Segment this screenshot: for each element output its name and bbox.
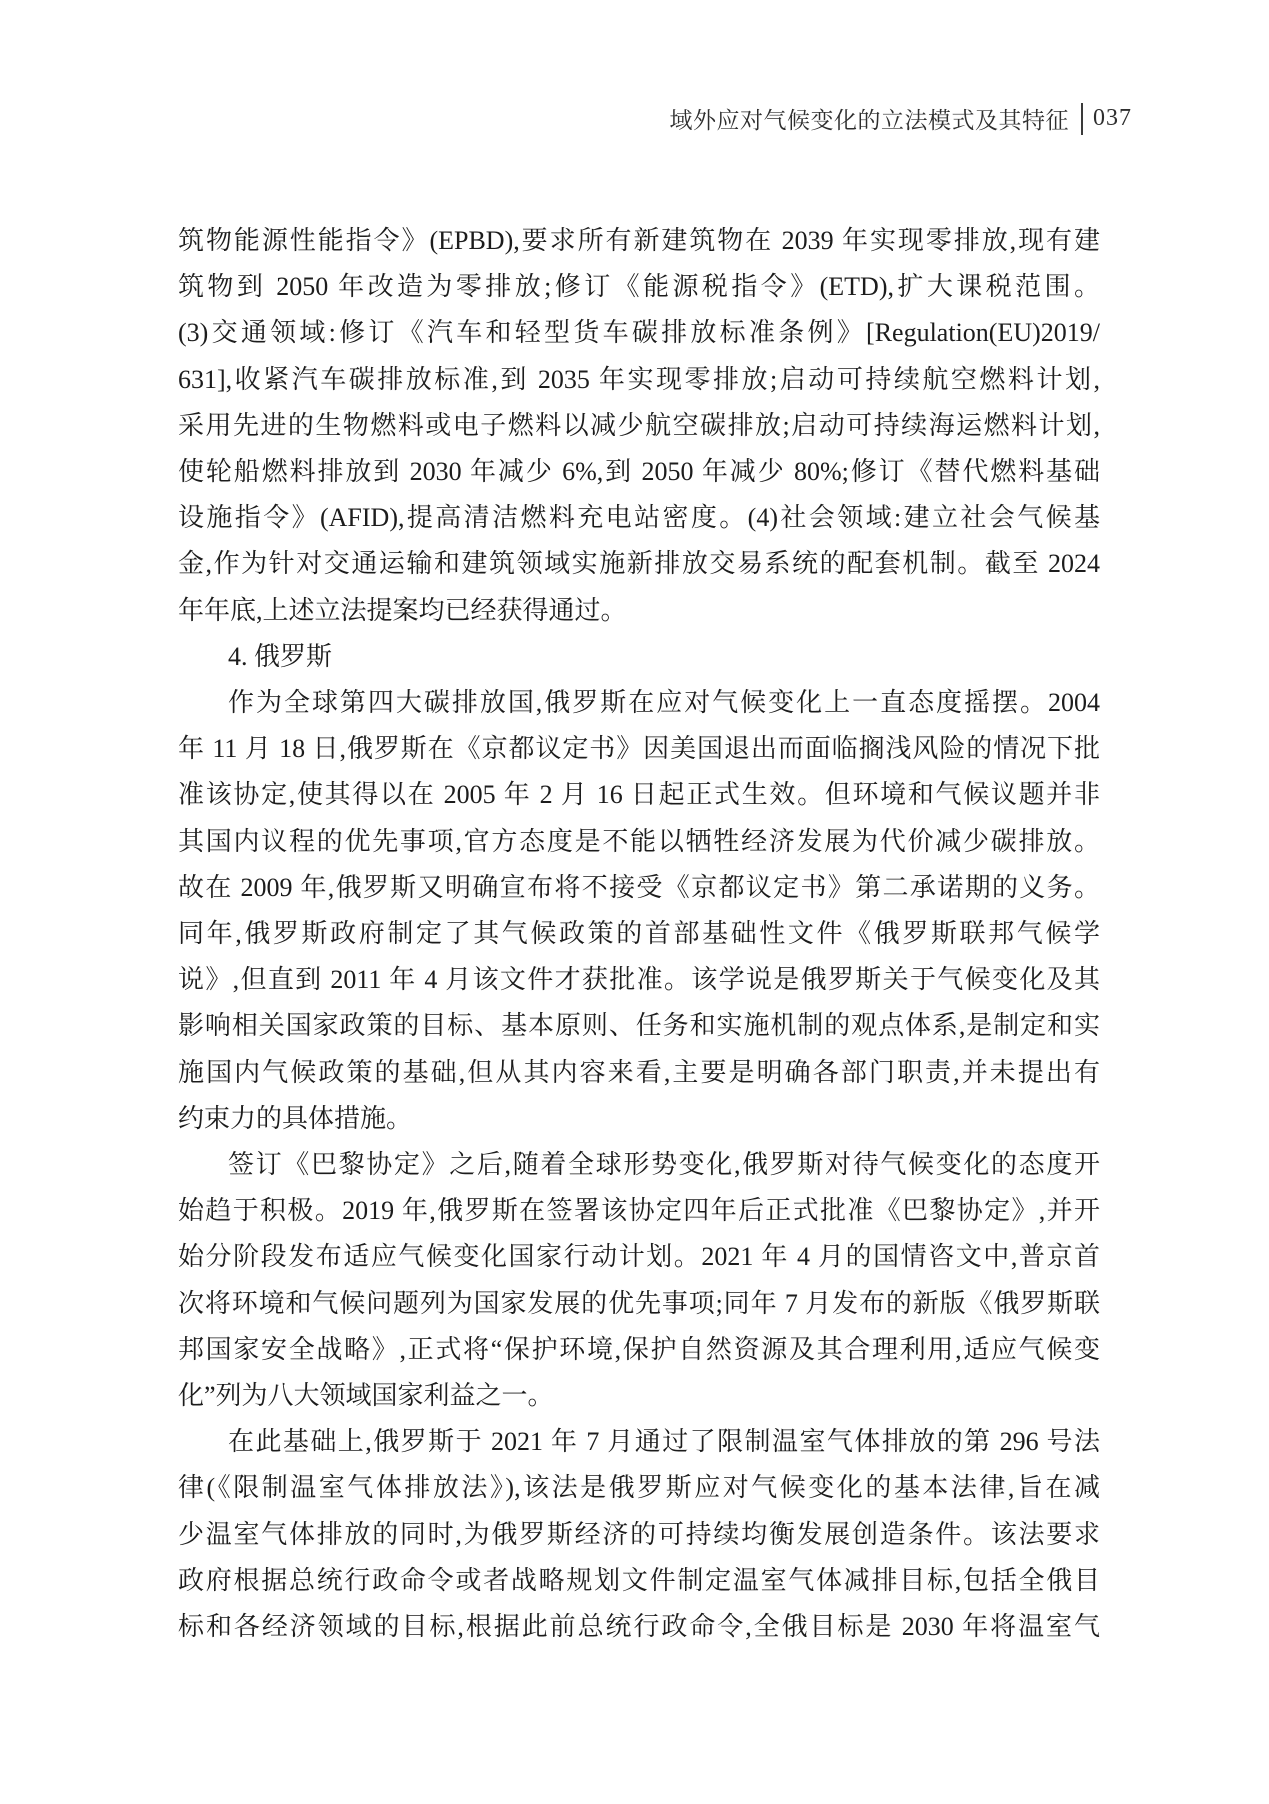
- text-line: 作为全球第四大碳排放国,俄罗斯在应对气候变化上一直态度摇摆。2004: [228, 688, 1100, 718]
- text-line: 邦国家安全战略》,正式将“保护环境,保护自然资源及其合理利用,适应气候变: [178, 1334, 1100, 1364]
- text-line: 筑物能源性能指令》(EPBD),要求所有新建筑物在 2039 年实现零排放,现有建: [178, 226, 1100, 255]
- text-line: 约束力的具体措施。: [178, 1103, 413, 1133]
- text-line: 金,作为针对交通运输和建筑领域实施新排放交易系统的配套机制。截至 2024: [178, 549, 1100, 579]
- text-line: 准该协定,使其得以在 2005 年 2 月 16 日起正式生效。但环境和气候议题并非: [178, 780, 1100, 810]
- text-line: 政府根据总统行政命令或者战略规划文件制定温室气体减排目标,包括全俄目: [178, 1565, 1100, 1595]
- text-line: 签订《巴黎协定》之后,随着全球形势变化,俄罗斯对待气候变化的态度开: [228, 1150, 1100, 1180]
- text-line: 施国内气候政策的基础,但从其内容来看,主要是明确各部门职责,并未提出有: [178, 1057, 1100, 1087]
- text-line: 始分阶段发布适应气候变化国家行动计划。2021 年 4 月的国情咨文中,普京首: [178, 1242, 1100, 1272]
- text-line: 标和各经济领域的目标,根据此前总统行政命令,全俄目标是 2030 年将温室气: [178, 1612, 1100, 1642]
- text-line: 影响相关国家政策的目标、基本原则、任务和实施机制的观点体系,是制定和实: [178, 1011, 1100, 1041]
- text-line: 故在 2009 年,俄罗斯又明确宣布将不接受《京都议定书》第二承诺期的义务。: [178, 872, 1100, 902]
- text-line: 次将环境和气候问题列为国家发展的优先事项;同年 7 月发布的新版《俄罗斯联: [178, 1288, 1100, 1318]
- text-line: 其国内议程的优先事项,官方态度是不能以牺牲经济发展为代价减少碳排放。: [178, 826, 1100, 856]
- page-number: 037: [1093, 105, 1132, 131]
- body-text: [178, 218, 1100, 1650]
- text-line: 631],收紧汽车碳排放标准,到 2035 年实现零排放;启动可持续航空燃料计划,: [178, 364, 1100, 394]
- text-line: 年年底,上述立法提案均已经获得通过。: [178, 595, 627, 625]
- text-line: 少温室气体排放的同时,为俄罗斯经济的可持续均衡发展创造条件。该法要求: [178, 1519, 1100, 1549]
- text-line: 年 11 月 18 日,俄罗斯在《京都议定书》因美国退出而面临搁浅风险的情况下批: [178, 734, 1100, 764]
- text-line: 始趋于积极。2019 年,俄罗斯在签署该协定四年后正式批准《巴黎协定》,并开: [178, 1196, 1100, 1226]
- text-line: 律(《限制温室气体排放法》),该法是俄罗斯应对气候变化的基本法律,旨在减: [178, 1473, 1100, 1503]
- text-line: 化”列为八大领域国家利益之一。: [178, 1381, 554, 1411]
- text-line: 同年,俄罗斯政府制定了其气候政策的首部基础性文件《俄罗斯联邦气候学: [178, 919, 1100, 949]
- text-line: 采用先进的生物燃料或电子燃料以减少航空碳排放;启动可持续海运燃料计划,: [178, 410, 1100, 440]
- text-line: 使轮船燃料排放到 2030 年减少 6%,到 2050 年减少 80%;修订《替代燃料基础: [178, 457, 1100, 487]
- text-line: (3)交通领域:修订《汽车和轻型货车碳排放标准条例》[Regulation(EU)2019/: [178, 318, 1100, 348]
- header-title: 域外应对气候变化的立法模式及其特征: [669, 108, 1069, 133]
- text-line: 在此基础上,俄罗斯于 2021 年 7 月通过了限制温室气体排放的第 296 号法: [228, 1427, 1100, 1457]
- text-line: 4. 俄罗斯: [228, 641, 333, 671]
- header-separator: [1081, 103, 1083, 135]
- text-line: 说》,但直到 2011 年 4 月该文件才获批准。该学说是俄罗斯关于气候变化及其: [178, 965, 1100, 995]
- running-header: [670, 102, 1133, 135]
- text-line: 筑物到 2050 年改造为零排放;修订《能源税指令》(ETD),扩大课税范围。: [178, 272, 1100, 302]
- text-line: 设施指令》(AFID),提高清洁燃料充电站密度。(4)社会领域:建立社会气候基: [178, 503, 1100, 533]
